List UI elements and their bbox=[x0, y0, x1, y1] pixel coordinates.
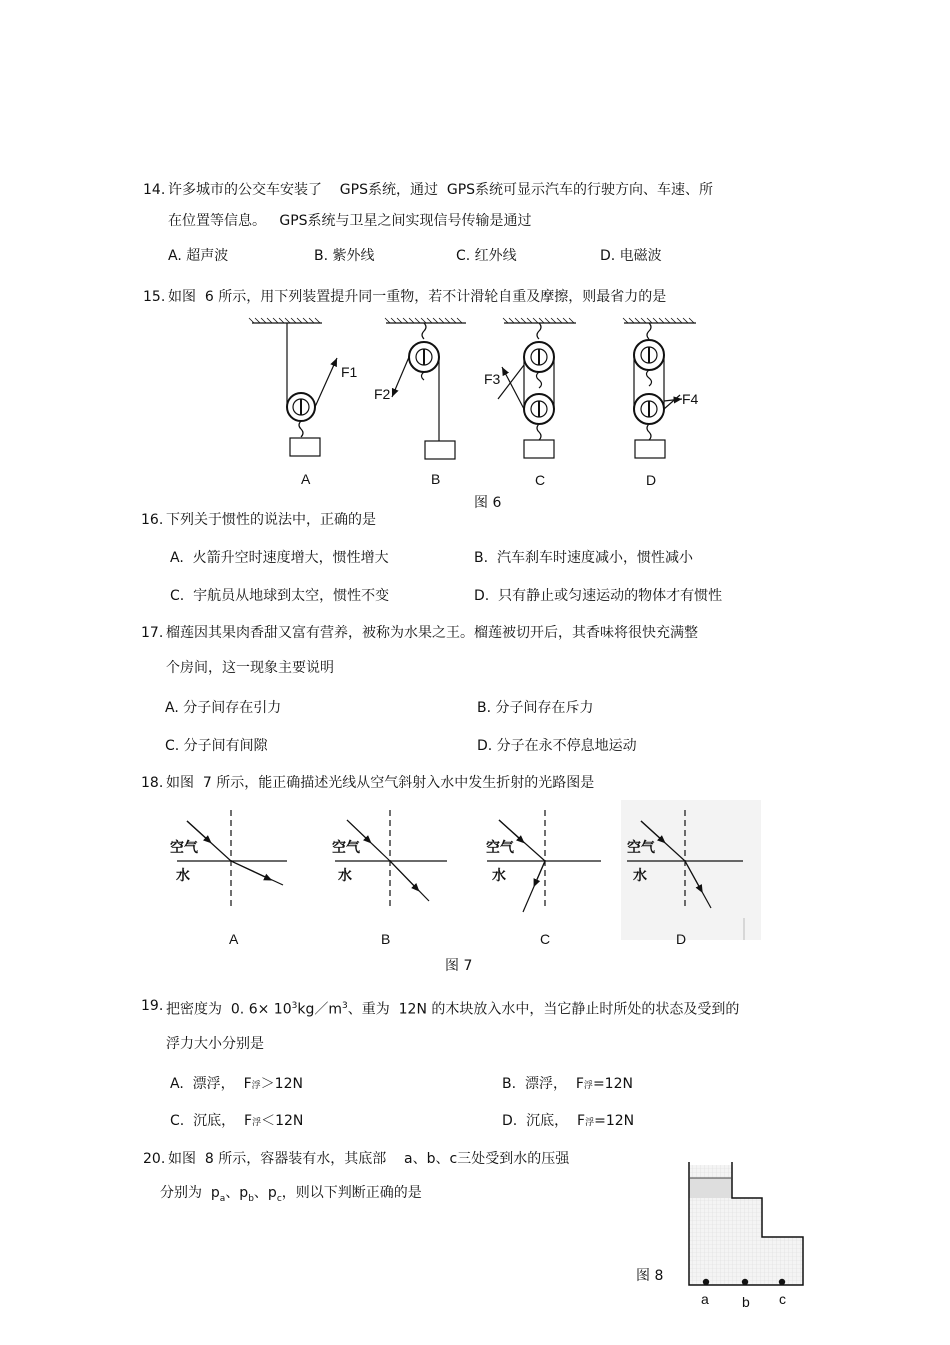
q17-option-b: B. 分子间存在斥力 bbox=[477, 700, 594, 716]
q20-sub-c: c bbox=[276, 1193, 282, 1204]
q19-number: 19. bbox=[141, 998, 164, 1014]
q20-line2-end: ，则以下判断正确的是 bbox=[281, 1185, 422, 1201]
q15-stem: 如图 6 所示，用下列装置提升同一重物，若不计滑轮自重及摩擦，则最省力的是 bbox=[168, 289, 667, 305]
q19-option-b-sub: 浮 bbox=[583, 1081, 593, 1091]
q14-number: 14. bbox=[143, 182, 166, 198]
q19-option-b-value: =12N bbox=[592, 1076, 633, 1092]
q20-sub-a: a bbox=[219, 1193, 226, 1204]
q19-option-a-text: A. 漂浮， F bbox=[170, 1076, 252, 1092]
pulley-setup-d bbox=[623, 318, 699, 458]
q16-stem: 下列关于惯性的说法中，正确的是 bbox=[166, 512, 376, 528]
q19-option-b-text: B. 漂浮， F bbox=[502, 1076, 584, 1092]
q14-option-a: A. 超声波 bbox=[168, 248, 229, 264]
q16-number: 16. bbox=[141, 512, 164, 528]
pulley-setup-b bbox=[385, 318, 466, 459]
q16-option-a: A. 火箭升空时速度增大，惯性增大 bbox=[170, 550, 389, 566]
container-figure-8 bbox=[684, 1160, 809, 1290]
q20-sep-1: 、p bbox=[225, 1185, 249, 1201]
q15-number: 15. bbox=[143, 289, 166, 305]
fig7-caption: 图 7 bbox=[445, 958, 473, 974]
fig7-d-water-label: 水 bbox=[633, 868, 647, 884]
q16-option-d: D. 只有静止或匀速运动的物体才有惯性 bbox=[474, 588, 723, 604]
fig6-label-a: A bbox=[301, 471, 311, 487]
q19-stem-part-c: 、重为 12N 的木块放入水中，当它静止时所处的状态及受到的 bbox=[347, 1001, 740, 1018]
q20-number: 20. bbox=[143, 1151, 166, 1167]
q19-option-c-text: C. 沉底， F bbox=[170, 1113, 253, 1129]
refraction-figure-7 bbox=[165, 800, 765, 940]
q19-option-a-value: ＞12N bbox=[260, 1076, 303, 1092]
q14-option-b: B. 紫外线 bbox=[314, 248, 375, 264]
point-a bbox=[703, 1279, 709, 1285]
fig7-label-b: B bbox=[381, 931, 391, 947]
q19-option-d-sub: 浮 bbox=[585, 1118, 595, 1128]
q19-option-d bbox=[502, 1112, 634, 1132]
q16-option-c: C. 宇航员从地球到太空，惯性不变 bbox=[170, 588, 390, 604]
q19-option-b bbox=[502, 1075, 633, 1095]
force-label-f4: F4 bbox=[682, 391, 699, 407]
q17-stem-line2: 个房间，这一现象主要说明 bbox=[166, 660, 334, 676]
fig7-label-c: C bbox=[540, 931, 551, 947]
q14-stem-line2: 在位置等信息。 GPS系统与卫星之间实现信号传输是通过 bbox=[168, 213, 532, 229]
fig7-label-d: D bbox=[676, 931, 687, 947]
q19-stem-line2: 浮力大小分别是 bbox=[166, 1036, 264, 1052]
force-label-f1: F1 bbox=[341, 364, 358, 380]
q16-option-b: B. 汽车刹车时速度减小，惯性减小 bbox=[474, 550, 693, 566]
refraction-panel-a bbox=[177, 810, 287, 910]
q19-stem-part-a: 把密度为 0. 6× 10 bbox=[166, 1001, 292, 1018]
q20-stem-line1: 如图 8 所示，容器装有水，其底部 a、b、c三处受到水的压强 bbox=[168, 1151, 570, 1167]
q19-exponent-2: 3 bbox=[342, 1001, 348, 1011]
q19-option-d-value: =12N bbox=[594, 1113, 635, 1129]
q17-number: 17. bbox=[141, 625, 164, 641]
fig6-label-c: C bbox=[535, 472, 546, 488]
q17-option-d: D. 分子在永不停息地运动 bbox=[477, 738, 637, 754]
fig7-c-air-label: 空气 bbox=[486, 840, 514, 856]
refraction-panel-b bbox=[335, 810, 447, 910]
q19-option-a bbox=[170, 1075, 303, 1095]
fig7-a-air-label: 空气 bbox=[170, 840, 198, 856]
q19-stem-line1 bbox=[166, 997, 739, 1019]
pulley-setup-a bbox=[249, 318, 337, 456]
q14-option-c: C. 红外线 bbox=[456, 248, 517, 264]
fig7-b-air-label: 空气 bbox=[332, 840, 360, 856]
q19-exponent-1: 3 bbox=[291, 1001, 298, 1011]
q14-stem-line1: 许多城市的公交车安装了 GPS系统，通过 GPS系统可显示汽车的行驶方向、车速、所 bbox=[168, 182, 714, 198]
pulley-setup-c bbox=[498, 318, 576, 458]
q17-stem-line1: 榴莲因其果肉香甜又富有营养，被称为水果之王。榴莲被切开后，其香味将很快充满整 bbox=[166, 625, 698, 641]
q19-option-c-value: ＜12N bbox=[261, 1113, 304, 1129]
fig7-b-water-label: 水 bbox=[338, 868, 352, 884]
fig6-label-d: D bbox=[646, 472, 657, 488]
fig8-label-b: b bbox=[742, 1294, 750, 1310]
q19-option-c bbox=[170, 1112, 303, 1132]
q18-stem: 如图 7 所示，能正确描述光线从空气斜射入水中发生折射的光路图是 bbox=[166, 775, 595, 791]
fig7-d-air-label: 空气 bbox=[627, 840, 655, 856]
pulley-figure-6 bbox=[240, 315, 710, 490]
q19-stem-part-b: kg／m bbox=[297, 1001, 342, 1018]
q20-sep-2: 、p bbox=[253, 1185, 277, 1201]
q19-option-d-text: D. 沉底， F bbox=[502, 1113, 586, 1129]
q14-option-d: D. 电磁波 bbox=[600, 248, 662, 264]
q20-line2-start: 分别为 p bbox=[160, 1185, 220, 1201]
fig8-label-c: c bbox=[779, 1291, 786, 1307]
fig7-a-water-label: 水 bbox=[176, 868, 190, 884]
q19-option-c-sub: 浮 bbox=[252, 1118, 262, 1128]
q19-option-a-sub: 浮 bbox=[251, 1081, 261, 1091]
q17-option-c: C. 分子间有间隙 bbox=[165, 738, 268, 754]
fig7-label-a: A bbox=[229, 931, 239, 947]
fig7-c-water-label: 水 bbox=[492, 868, 506, 884]
fig6-label-b: B bbox=[431, 471, 441, 487]
q18-number: 18. bbox=[141, 775, 164, 791]
force-label-f3: F3 bbox=[484, 371, 501, 387]
q20-sub-b: b bbox=[248, 1193, 254, 1204]
refraction-panel-c bbox=[487, 810, 601, 912]
fig6-caption: 图 6 bbox=[474, 495, 502, 511]
q17-option-a: A. 分子间存在引力 bbox=[165, 700, 282, 716]
force-label-f2: F2 bbox=[374, 386, 391, 402]
fig8-caption: 图 8 bbox=[636, 1268, 664, 1284]
fig8-label-a: a bbox=[701, 1291, 709, 1307]
point-b bbox=[742, 1279, 748, 1285]
point-c bbox=[779, 1279, 785, 1285]
q20-stem-line2 bbox=[160, 1184, 422, 1208]
